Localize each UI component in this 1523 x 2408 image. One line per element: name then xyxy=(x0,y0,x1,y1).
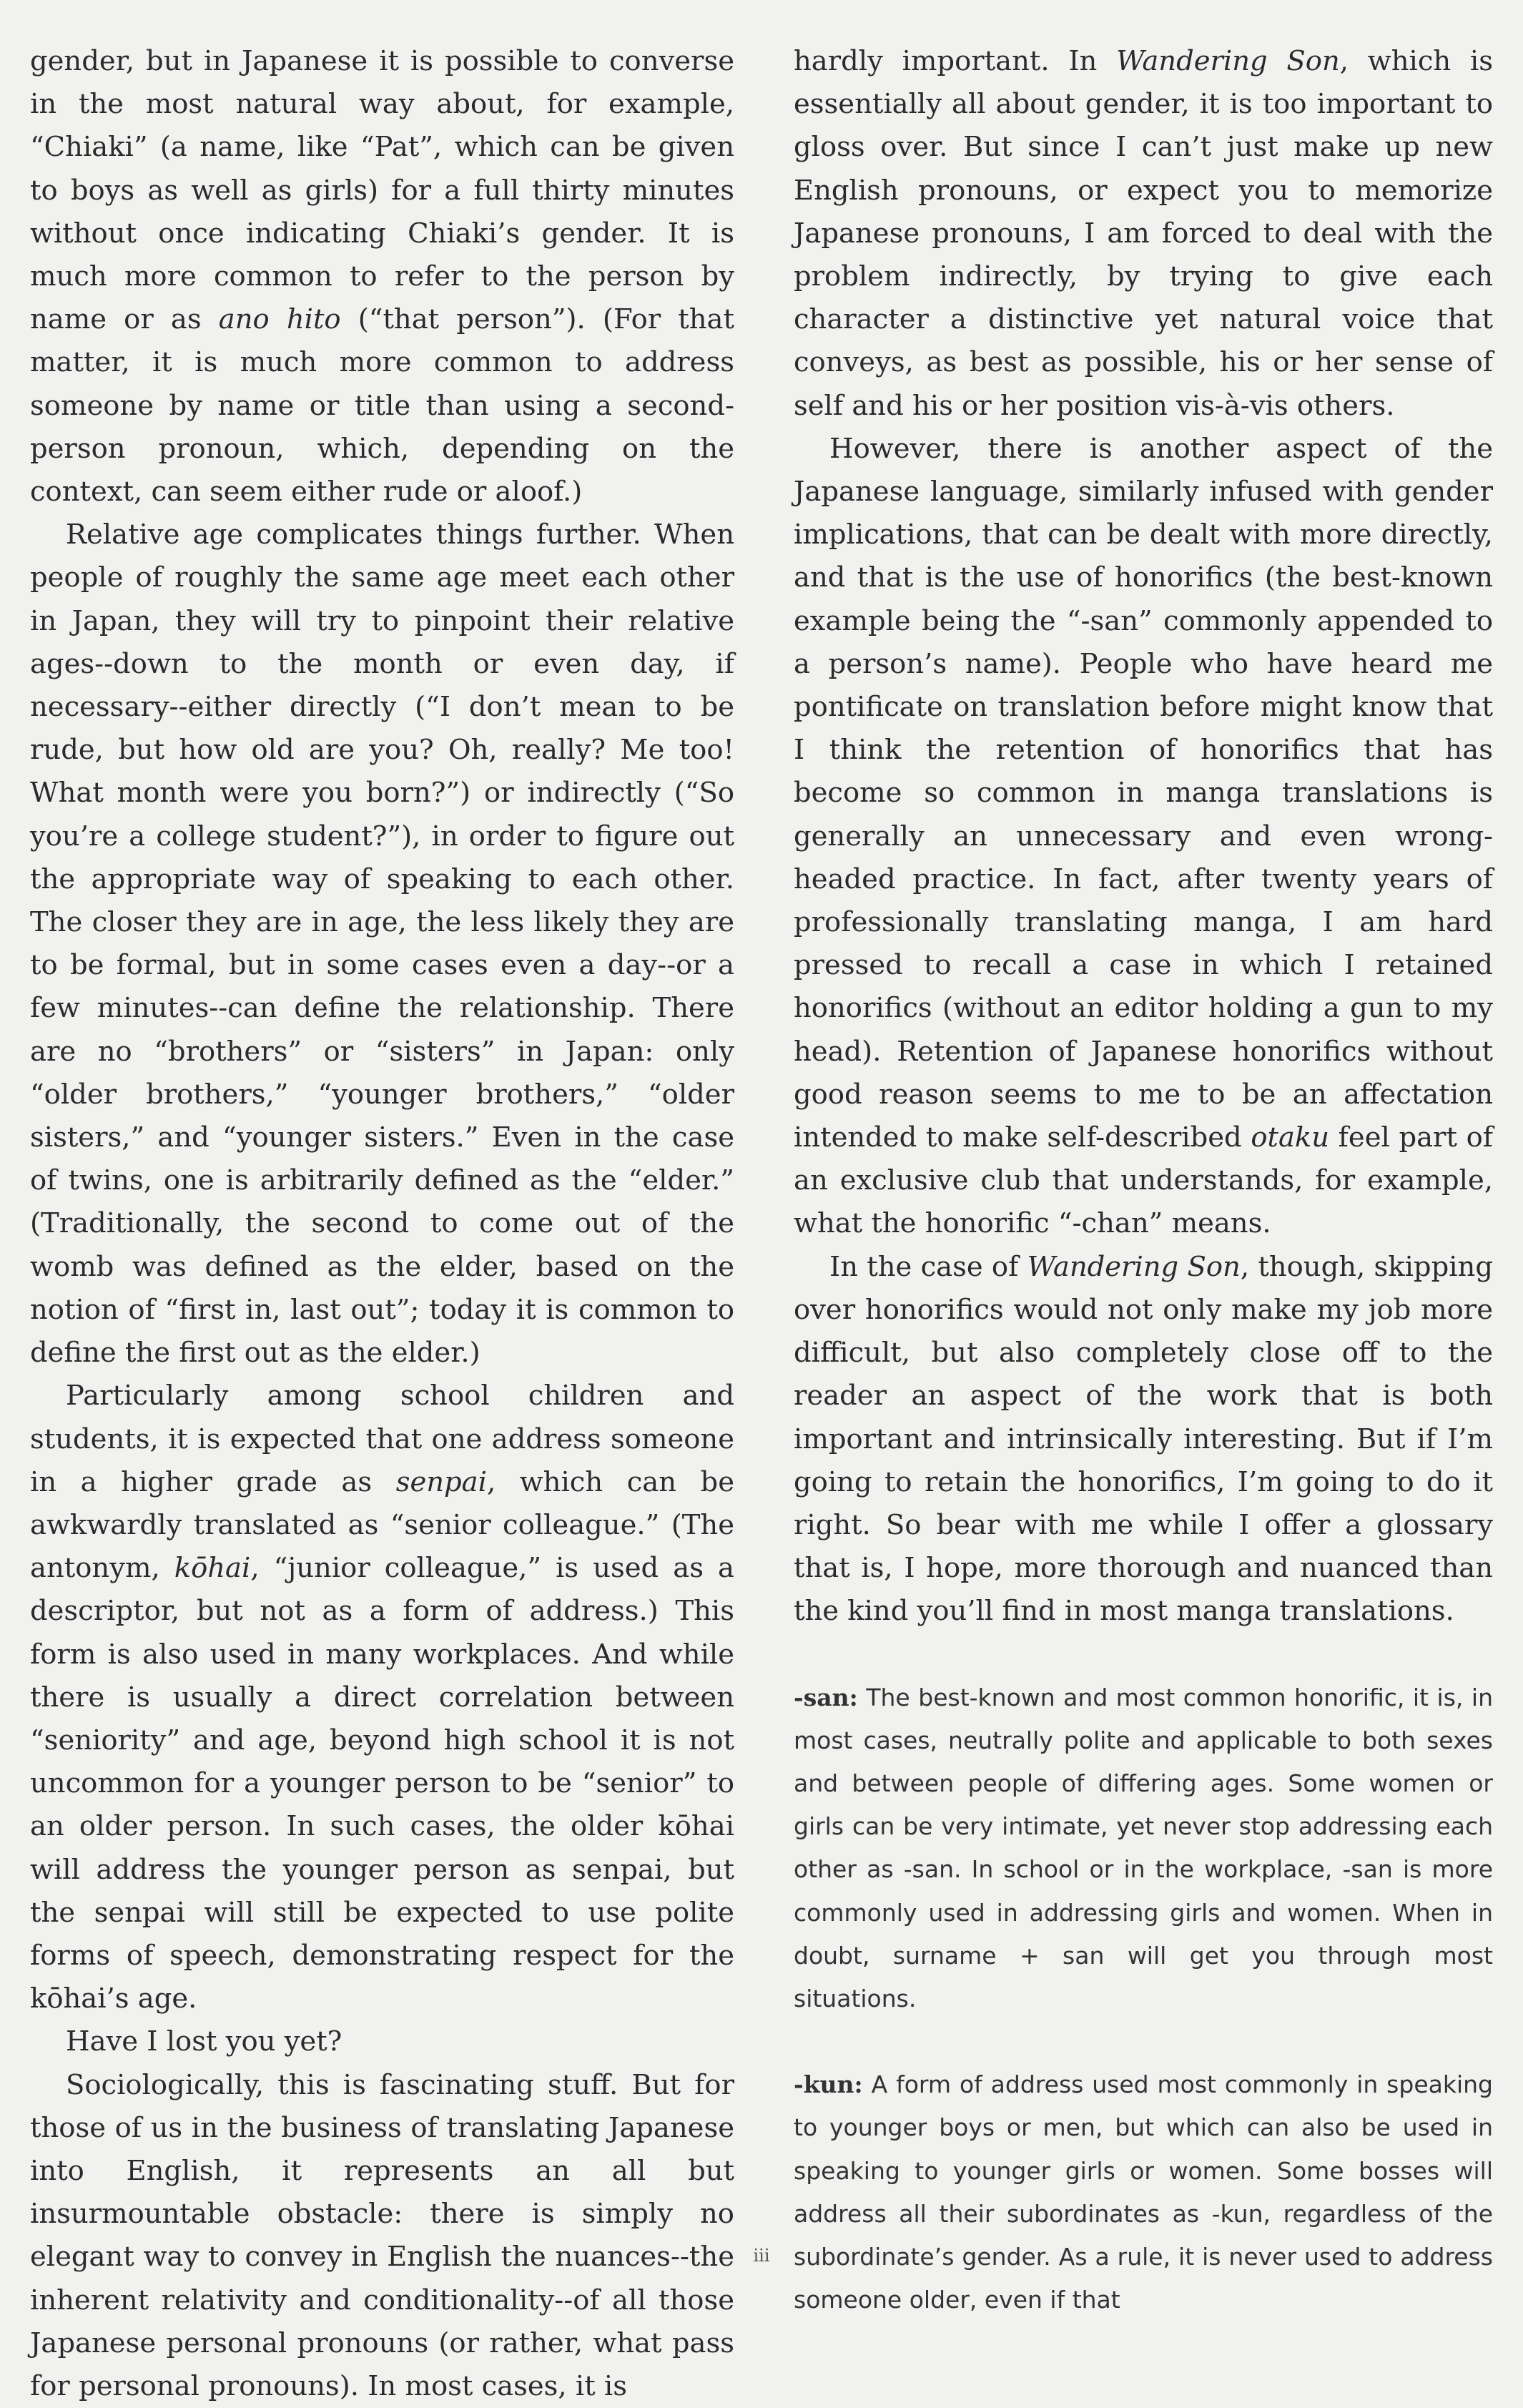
spacer xyxy=(794,2020,1493,2063)
glossary-definition: A form of address used most commonly in speaking to younger boys or men, but which can also be used in speaking to younger girls or women. Some bosses will address all their subordinates as -kun, regardless of the subordinate’s gender. As a rule, it is never used to address someone older, even if that xyxy=(794,2070,1493,2314)
glossary-definition: The best-known and most common honorific, it is, in most cases, neutrally polite and applicable to both sexes and between people of differing ages. Some women or girls can be very intimate, yet never stop addressing each other as -san. In school or in the workplace, -san is more commonly used in addressing girls and women. When in doubt, surname + san will get you through most situations. xyxy=(794,1683,1493,2013)
paragraph: Relative age complicates things further. When people of roughly the same age meet each other in Japan, they will try to pinpoint their relative ages--down to the month or even day, if necessary--either directly (“I don’t mean to be rude, but how old are you? Oh, really? Me too! What month were you born?”) or indirectly (“So you’re a college student?”), in order to figure out the appropriate way of speaking to each other. The closer they are in age, the less likely they are to be formal, but in some cases even a day--or a few minutes--can define the relationship. There are no “brothers” or “sisters” in Japan: only “older brothers,” “younger brothers,” “older sisters,” and “younger sisters.” Even in the case of twins, one is arbitrarily defined as the “elder.” (Traditionally, the second to come out of the womb was defined as the elder, based on the notion of “first in, last out”; today it is common to define the first out as the elder.) xyxy=(30,519,734,1370)
spacer xyxy=(794,1633,1493,1676)
italic-title: Wandering Son xyxy=(1116,45,1340,77)
paragraph: Sociologically, this is fascinating stuff. But for those of us in the business of translating Japanese into English, it represents an all but insurmountable obstacle: there is simply no elegant way to convey in English the nuances--the inherent relativity and conditionality--of all those Japanese personal pronouns (or rather, what pass for personal pronouns). In most cases, it is xyxy=(30,2068,734,2402)
page-number: iii xyxy=(753,2246,770,2266)
glossary-term: -san: xyxy=(794,1683,858,1711)
paragraph: However, there is another aspect of the Japanese language, similarly infused with gender implications, that can be dealt with more directly, and that is the use of honorifics (the best-known example being the “-san” commonly appended to a person’s name). People who have heard me pontificate on translation before might know that I think the retention of honorifics that has become so common in manga translations is generally an unnecessary and even wrong-headed practice. In fact, after twenty years of professionally translating manga, I am hard pressed to recall a case in which I retained honorifics (without an editor holding a gun to my head). Retention of Japanese honorifics without good reason seems to me to be an affectation intended to make self-described otaku feel part of an exclusive club that understands, for example, what the honorific “-chan” means. xyxy=(794,432,1494,1240)
paragraph: Particularly among school children and students, it is expected that one address someone in a higher grade as senpai, which can be awkwardly translated as “senior colleague.” (The antonym, kōhai, “junior colleague,” is used as a descriptor, but not as a form of address.) This form is also used in many workplaces. And while there is usually a direct correlation between “seniority” and age, beyond high school it is not uncommon for a younger person to be “senior” to an older person. In such cases, the older kōhai will address the younger person as senpai, but the senpai will still be expected to use polite forms of speech, demonstrating respect for the kōhai’s age. xyxy=(30,1380,734,2015)
paragraph: hardly important. In Wandering Son, which is essentially all about gender, it is too important to gloss over. But since I can’t just make up new English pronouns, or expect you to memorize Japanese pronouns, I am forced to deal with the problem indirectly, by trying to give each character a distinctive yet natural voice that conveys, as best as possible, his or her sense of self and his or her position vis-à-vis others. xyxy=(794,45,1493,422)
italic-term: otaku xyxy=(1251,1121,1330,1154)
paragraph: Have I lost you yet? xyxy=(66,2025,342,2058)
glossary-term: -kun: xyxy=(794,2070,863,2099)
paragraph: gender, but in Japanese it is possible to converse in the most natural way about, for example, “Chiaki” (a name, like “Pat”, which can be given to boys as well as girls) for a full thirty minutes without once indicating Chiaki’s gender. It is much more common to refer to the person by name or as ano hito (“that person”). (For that matter, it is much more common to address someone by name or title than using a second-person pronoun, which, depending on the context, can seem either rude or aloof.) xyxy=(30,45,734,508)
left-column xyxy=(30,40,734,2408)
glossary-entry-san xyxy=(794,1676,1493,2021)
paragraph: In the case of Wandering Son, though, skipping over honorifics would not only make my job more difficult, but also completely close off to the reader an aspect of the work that is both important and intrinsically interesting. But if I’m going to retain the honorifics, I’m going to do it right. So bear with me while I offer a glossary that is, I hope, more thorough and nuanced than the kind you’ll find in most manga translations. xyxy=(794,1250,1493,1628)
italic-term: senpai xyxy=(395,1465,487,1498)
italic-term: kōhai xyxy=(174,1552,251,1585)
right-column xyxy=(794,40,1493,2321)
glossary-entry-kun xyxy=(794,2063,1493,2321)
italic-title: Wandering Son xyxy=(1027,1250,1241,1283)
italic-term: ano hito xyxy=(218,303,341,336)
